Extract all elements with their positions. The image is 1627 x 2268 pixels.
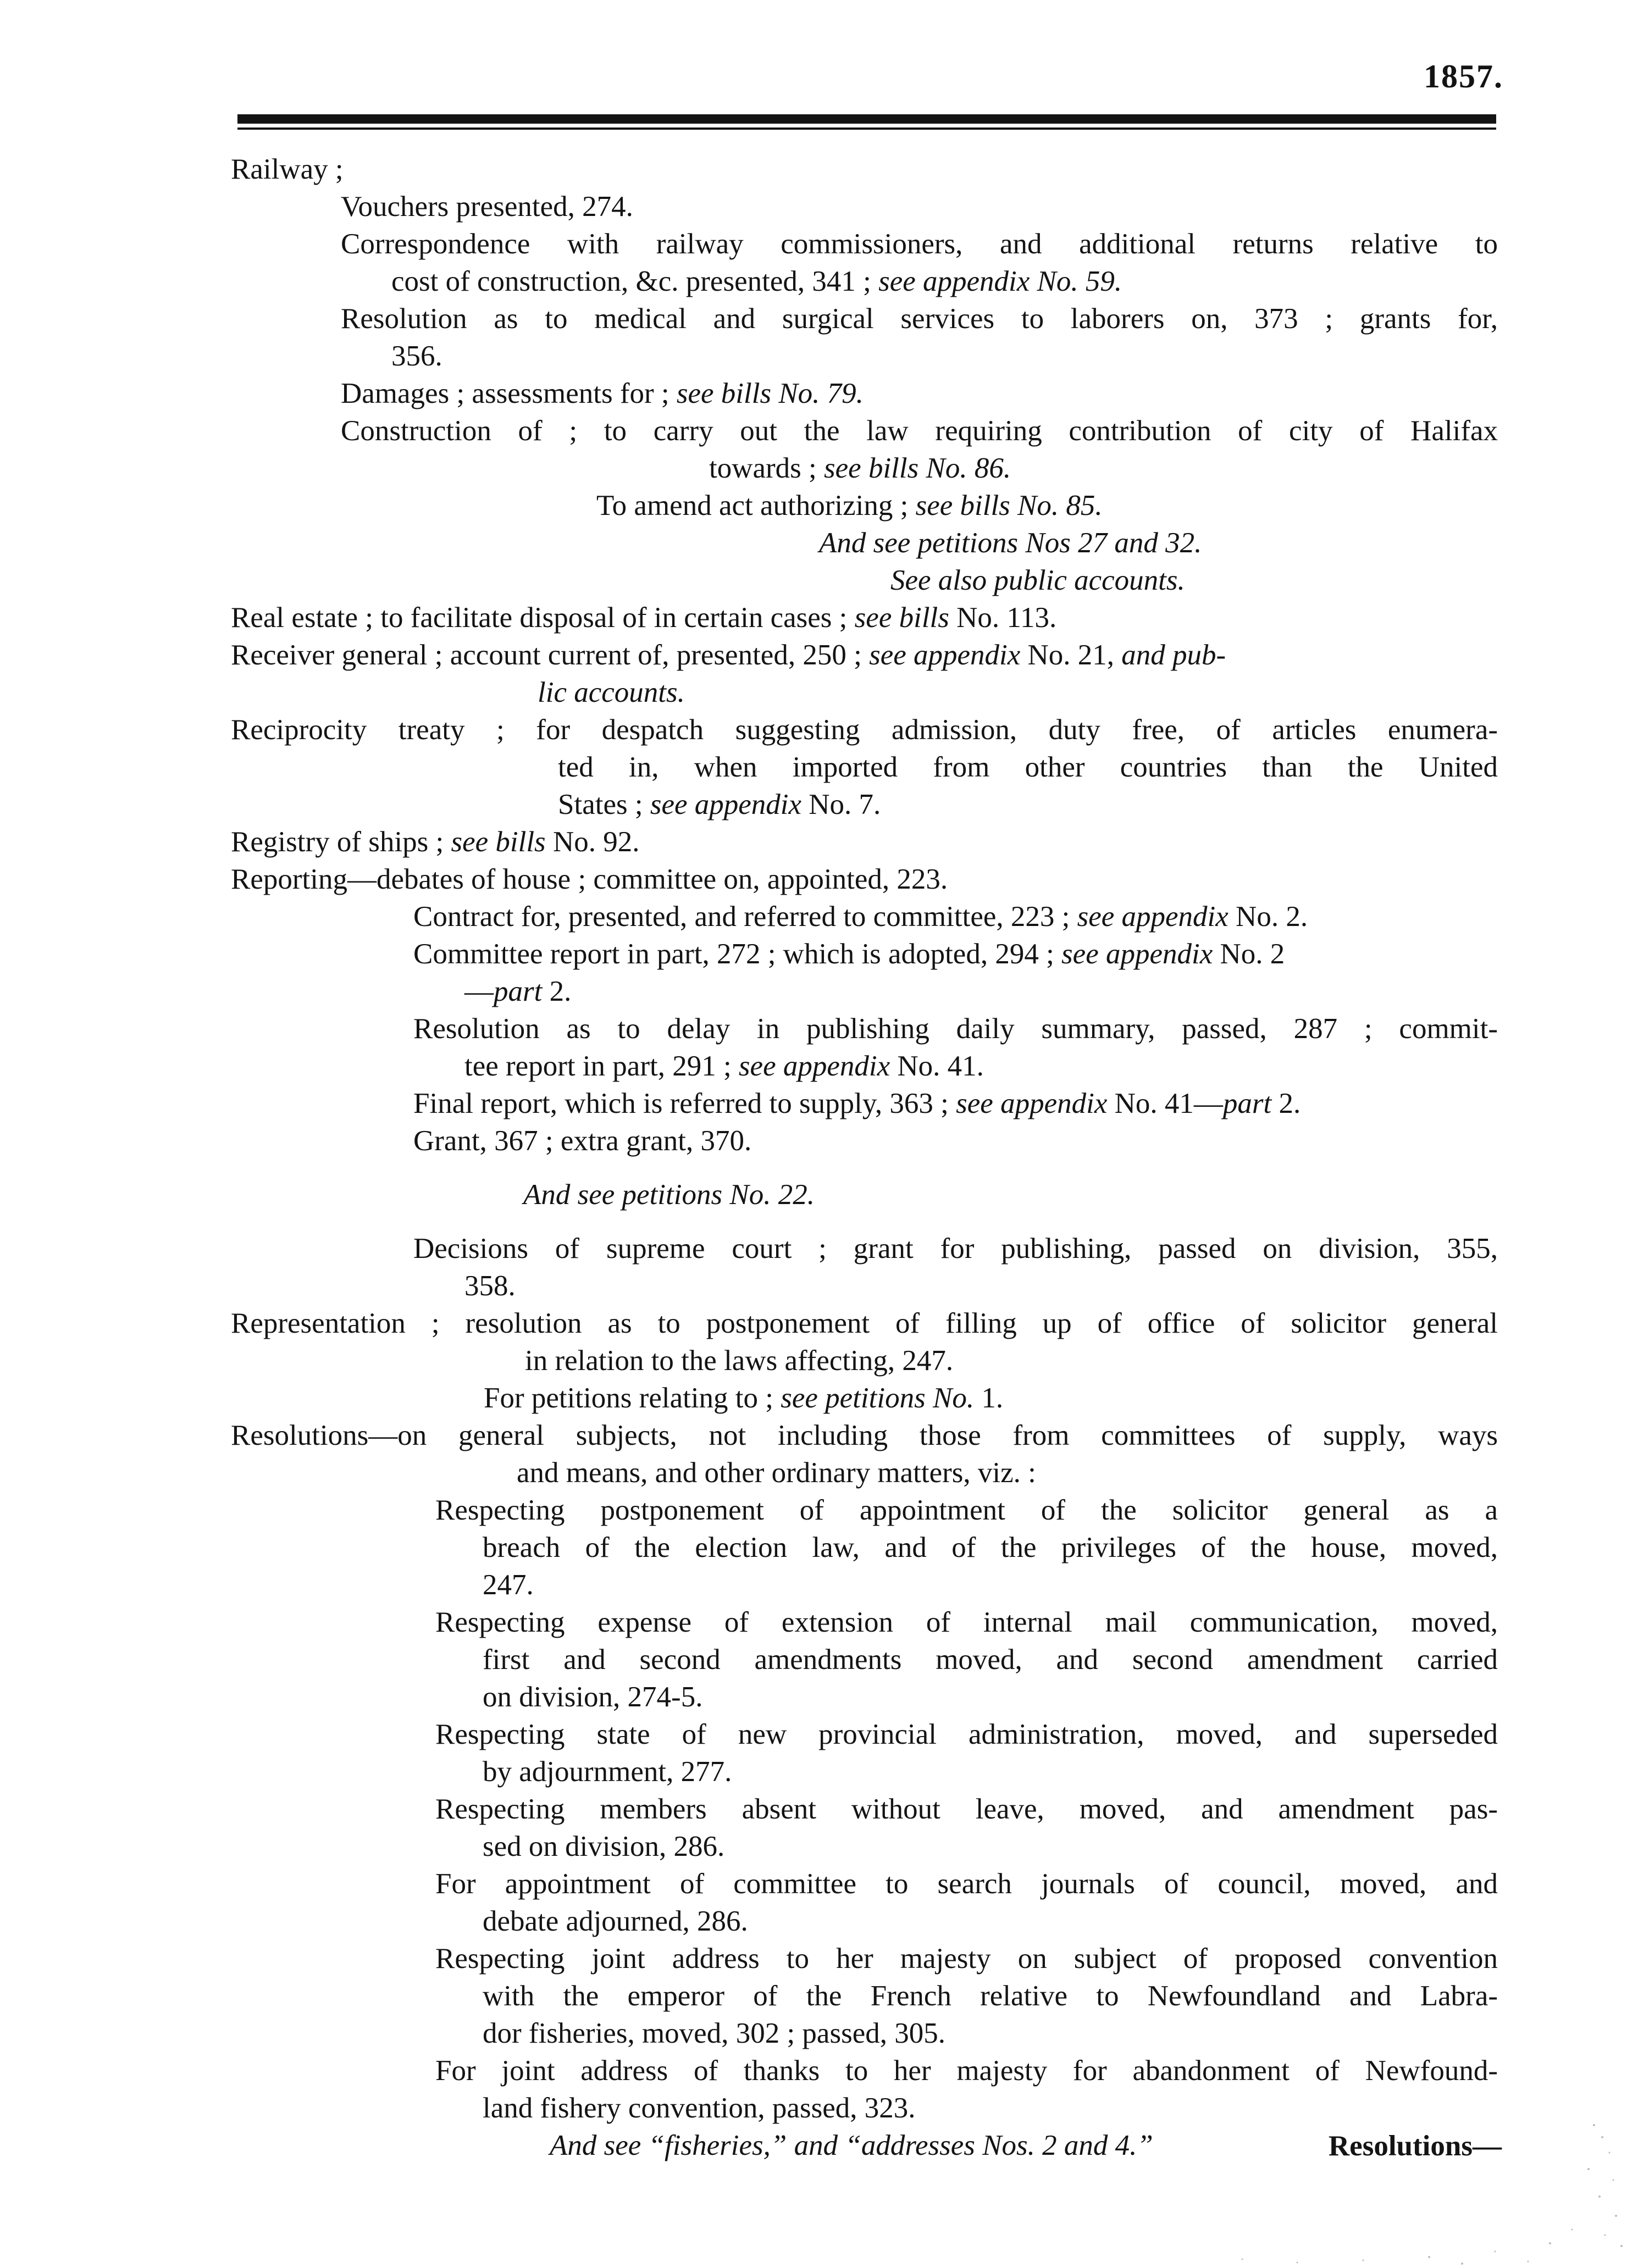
reporting-decisions-line2: 358. <box>464 1270 516 1302</box>
resolution-solicitor-line1: Respecting postponement of appointment of the solicitor general as a <box>435 1494 1498 1526</box>
railway-and-see: And see petitions Nos 27 and 32. <box>819 527 1202 559</box>
resolution-absent-line1: Respecting members absent without leave, moved, and amendment pas- <box>435 1793 1498 1825</box>
entry-representation-line1: Representation ; resolution as to postponement of filling up of office of solicitor general <box>231 1307 1498 1339</box>
resolution-french-convention-line2: with the emperor of the French relative to Newfoundland and Labra- <box>483 1980 1498 2012</box>
resolution-mail-line3: on division, 274-5. <box>483 1681 703 1713</box>
resolution-thanks-line1: For joint address of thanks to her majesty for abandonment of Newfound- <box>435 2055 1498 2087</box>
reporting-delay-line1: Resolution as to delay in publishing daily summary, passed, 287 ; commit- <box>413 1013 1498 1045</box>
entry-registry-of-ships: Registry of ships ; see bills No. 92. <box>231 826 640 858</box>
resolution-solicitor-line2: breach of the election law, and of the privileges of the house, moved, <box>483 1532 1498 1563</box>
entry-representation-line2: in relation to the laws affecting, 247. <box>525 1345 954 1377</box>
resolutions-and-see: And see “fisheries,” and “addresses Nos. 2 and 4.” <box>550 2130 1153 2161</box>
railway-damages: Damages ; assessments for ; see bills No. 79. <box>341 378 864 409</box>
railway-vouchers: Vouchers presented, 274. <box>341 191 633 223</box>
railway-medical-line1: Resolution as to medical and surgical services to laborers on, 373 ; grants for, <box>341 303 1498 335</box>
railway-medical-line2: 356. <box>391 340 442 372</box>
resolution-absent-line2: sed on division, 286. <box>483 1831 725 1862</box>
reporting-grant: Grant, 367 ; extra grant, 370. <box>413 1125 752 1157</box>
resolution-administration-line1: Respecting state of new provincial administration, moved, and superseded <box>435 1718 1498 1750</box>
resolution-solicitor-line3: 247. <box>483 1569 534 1601</box>
resolution-journals-line2: debate adjourned, 286. <box>483 1905 748 1937</box>
reporting-committee-line1: Committee report in part, 272 ; which is adopted, 294 ; see appendix No. 2 <box>413 938 1285 970</box>
railway-correspondence-line1: Correspondence with railway commissioners, and additional returns relative to <box>341 228 1498 260</box>
entry-reciprocity-treaty-line1: Reciprocity treaty ; for despatch suggesting admission, duty free, of articles enumera- <box>231 714 1498 746</box>
railway-construction-line1: Construction of ; to carry out the law requiring contribution of city of Halifax <box>341 415 1498 447</box>
reporting-decisions-line1: Decisions of supreme court ; grant for publishing, passed on division, 355, <box>413 1233 1498 1265</box>
reporting-final-report: Final report, which is referred to supply, 363 ; see appendix No. 41—part 2. <box>413 1088 1301 1119</box>
reporting-delay-line2: tee report in part, 291 ; see appendix No. 41. <box>464 1050 984 1082</box>
entry-resolutions-line1: Resolutions—on general subjects, not including those from committees of supply, ways <box>231 1419 1498 1451</box>
entry-reciprocity-treaty-line3: States ; see appendix No. 7. <box>558 789 881 820</box>
resolution-french-convention-line3: dor fisheries, moved, 302 ; passed, 305. <box>483 2017 945 2049</box>
page-number: 1857. <box>1424 58 1503 95</box>
railway-amend-act: To amend act authorizing ; see bills No. 85. <box>596 490 1103 522</box>
catchword: Resolutions— <box>1328 2130 1502 2162</box>
resolution-mail-line2: first and second amendments moved, and second amendment carried <box>483 1644 1498 1676</box>
reporting-committee-line2: —part 2. <box>464 975 572 1007</box>
representation-petitions: For petitions relating to ; see petitions No. 1. <box>484 1382 1004 1414</box>
railway-see-also: See also public accounts. <box>890 564 1185 596</box>
entry-resolutions-line2: and means, and other ordinary matters, viz. : <box>517 1457 1036 1489</box>
railway-construction-line2: towards ; see bills No. 86. <box>709 452 1011 484</box>
entry-reporting-heading: Reporting—debates of house ; committee on, appointed, 223. <box>231 863 948 895</box>
resolution-mail-line1: Respecting expense of extension of internal mail communication, moved, <box>435 1606 1498 1638</box>
paper-specks <box>1077 2103 1627 2268</box>
header-rule-thick <box>237 114 1496 124</box>
entry-reciprocity-treaty-line2: ted in, when imported from other countries than the United <box>558 751 1498 783</box>
resolution-french-convention-line1: Respecting joint address to her majesty on subject of proposed convention <box>435 1943 1498 1975</box>
entry-railway-heading: Railway ; <box>231 153 344 185</box>
reporting-contract: Contract for, presented, and referred to committee, 223 ; see appendix No. 2. <box>413 901 1308 933</box>
railway-correspondence-line2: cost of construction, &c. presented, 341 ; see appendix No. 59. <box>391 265 1122 297</box>
reporting-and-see: And see petitions No. 22. <box>523 1179 815 1211</box>
entry-receiver-general-line1: Receiver general ; account current of, presented, 250 ; see appendix No. 21, and pub- <box>231 639 1226 671</box>
entry-receiver-general-line2: lic accounts. <box>538 676 685 708</box>
resolution-administration-line2: by adjournment, 277. <box>483 1756 732 1788</box>
entry-real-estate: Real estate ; to facilitate disposal of in certain cases ; see bills No. 113. <box>231 602 1057 634</box>
resolution-thanks-line2: land fishery convention, passed, 323. <box>483 2092 916 2124</box>
resolution-journals-line1: For appointment of committee to search journals of council, moved, and <box>435 1868 1498 1900</box>
header-rule-thin <box>237 127 1496 130</box>
